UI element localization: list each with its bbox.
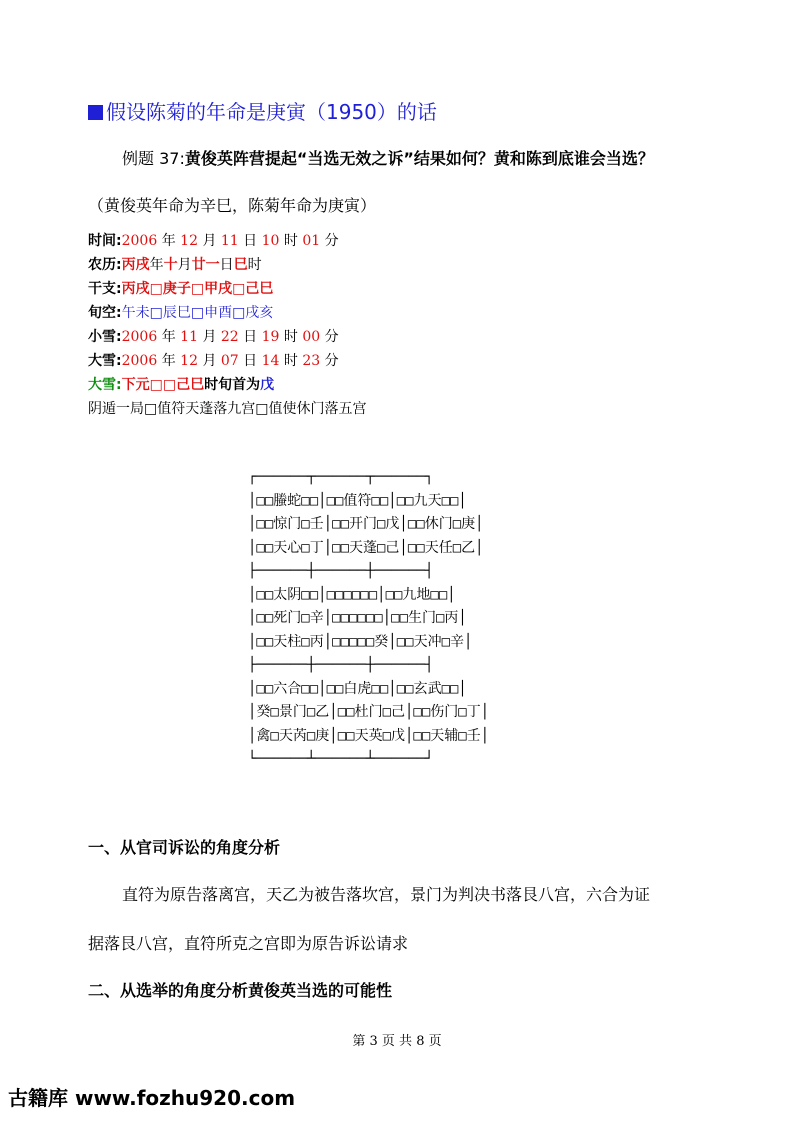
info-xiaoxue: 小雪:2006 年 11 月 22 日 19 时 00 分 [88,329,339,345]
info-time: 时间:2006 年 12 月 11 日 10 时 01 分 [88,233,339,249]
info-dun-ju: 阴遁一局□值符天蓬落九宫□值使休门落五宫 [88,401,367,417]
section2-title: 二、从选举的角度分析黄俊英当选的可能性 [88,981,393,1000]
grid-row: │禽□天芮□庚│□□天英□戊│□□天辅□壬│ [248,727,490,744]
year-fate-note: （黄俊英年命为辛巳，陈菊年命为庚寅） [88,196,377,215]
grid-row: │□□惊门□壬│□□开门□戊│□□休门□庚│ [248,516,484,532]
grid-row: │□□六合□□│□□白虎□□│□□玄武□□│ [248,680,467,697]
grid-border-top: ┌──────┬──────┬──────┐ [248,469,434,485]
grid-row: │癸□景门□乙│□□杜门□己│□□伤门□丁│ [248,704,490,720]
info-ganzhi: 干支:丙戌□庚子□甲戌□己巳 [88,281,274,297]
grid-row: │□□太阴□□│□□□□□□│□□九地□□│ [248,586,456,603]
grid-border-mid: ├──────┼──────┼──────┤ [248,563,434,579]
info-daxue-ju: 大雪:下元□□己巳时旬首为戊 [88,377,275,393]
grid-row: │□□螣蛇□□│□□值符□□│□□九天□□│ [248,492,467,509]
qimen-chart-grid [248,466,489,772]
grid-border-mid: ├──────┼──────┼──────┤ [248,657,434,673]
info-xunkong: 旬空:午未□辰巳□申酉□戌亥 [88,305,274,321]
grid-border-bottom: └──────┴──────┴──────┘ [248,751,434,767]
grid-row: │□□天心□丁│□□天蓬□己│□□天任□乙│ [248,539,484,556]
page-footer: 第 3 页 共 8 页 [352,1034,442,1049]
square-bullet-icon [88,105,103,120]
section-heading: 假设陈菊的年命是庚寅（1950）的话 [88,96,437,125]
info-daxue: 大雪:2006 年 12 月 07 日 14 时 23 分 [88,353,339,369]
section1-title: 一、从官司诉讼的角度分析 [88,838,281,857]
site-watermark: 古籍库 www.fozhu920.com [8,1086,296,1110]
section1-paragraph-line2: 据落艮八宫，直符所克之宫即为原告诉讼请求 [88,934,409,953]
section1-paragraph-line1: 直符为原告落离宫，天乙为被告落坎宫，景门为判决书落艮八宫，六合为证 [122,885,651,904]
grid-row: │□□死门□辛│□□□□□□│□□生门□丙│ [248,610,467,626]
info-lunar: 农历:丙戌年十月廿一日巳时 [88,257,262,273]
grid-row: │□□天柱□丙│□□□□□癸│□□天冲□辛│ [248,633,473,650]
example-question: 例题 37:黄俊英阵营提起“当选无效之诉”结果如何？黄和陈到底谁会当选？ [122,149,654,168]
